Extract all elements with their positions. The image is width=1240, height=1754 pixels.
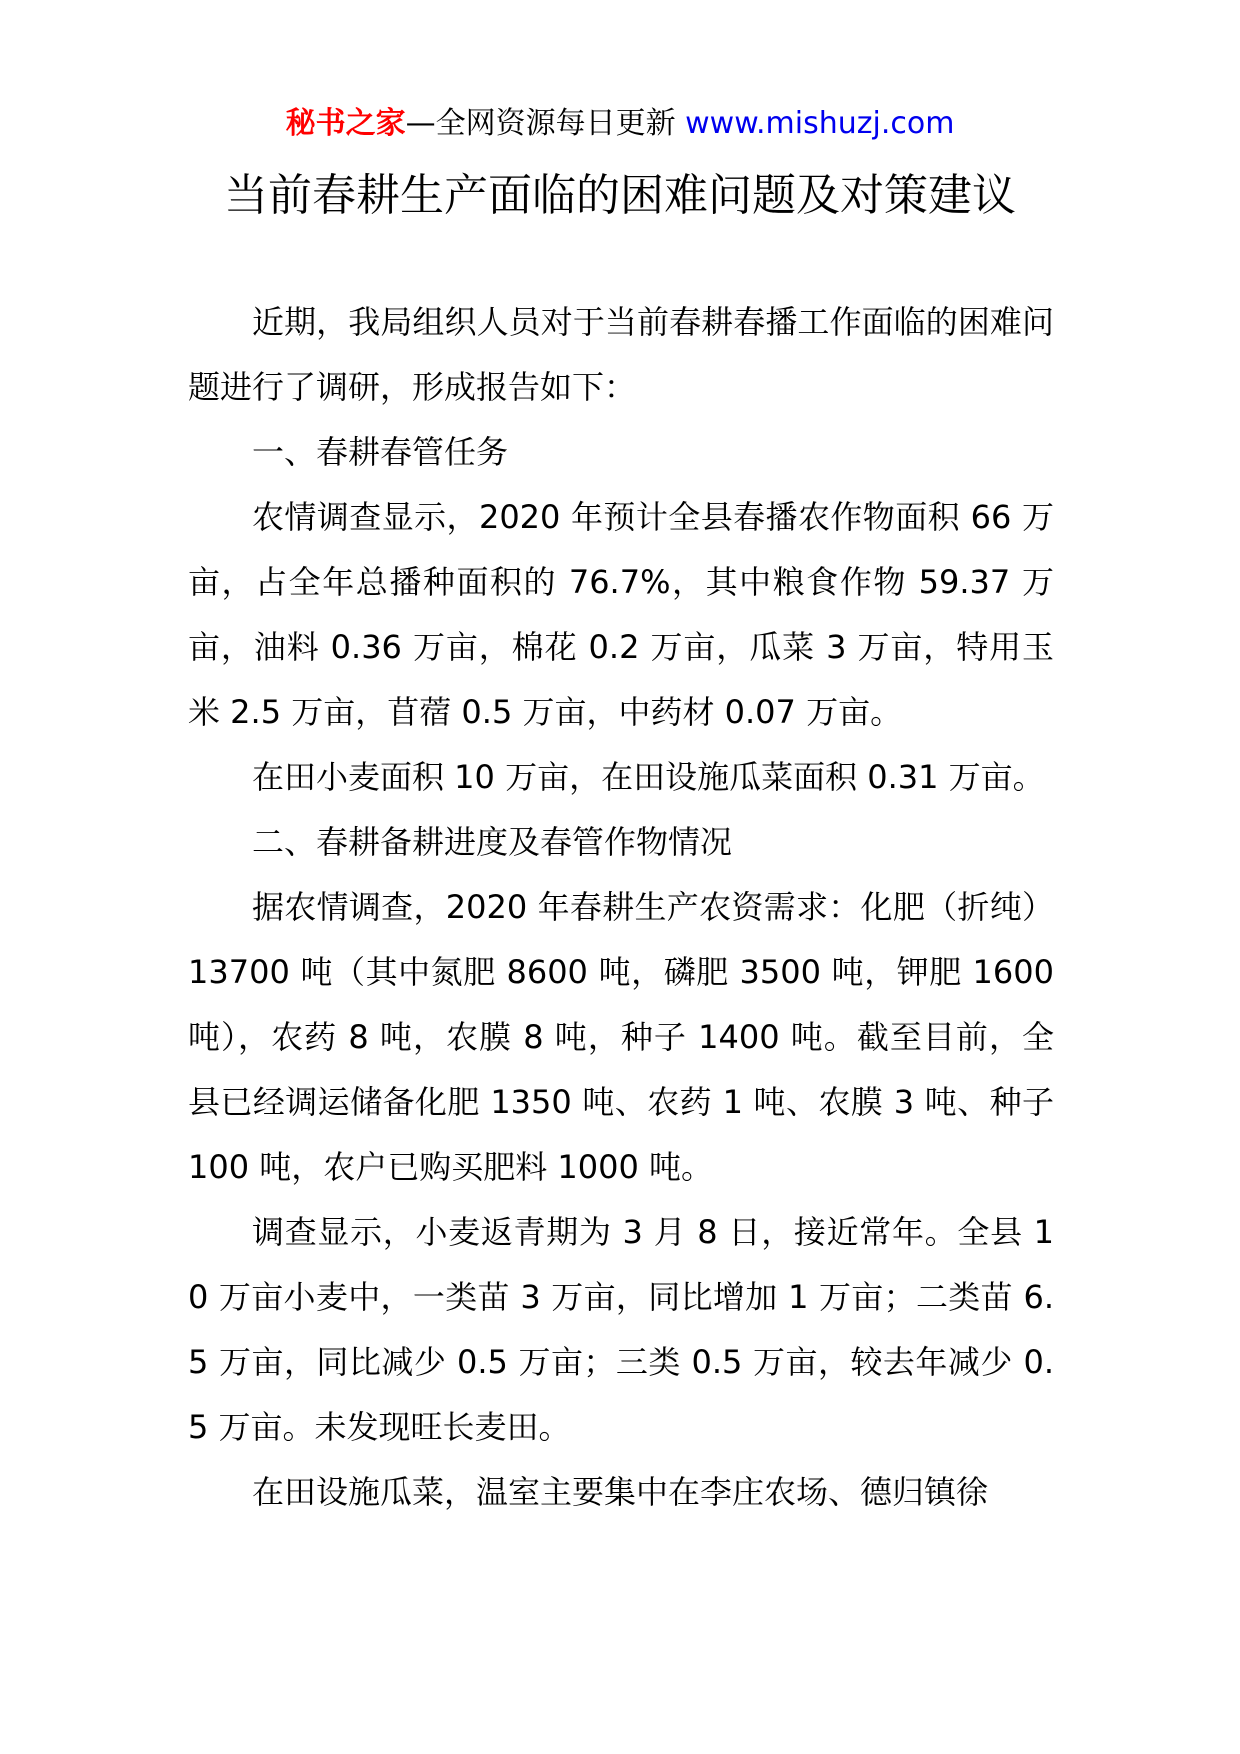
body-paragraph: 据农情调查，2020 年春耕生产农资需求：化肥（折纯）13700 吨（其中氮肥 8600 吨，磷肥 3500 吨，钾肥 1600 吨），农药 8 吨，农膜 8 吨，种子 1400 吨。截至目前，全县已经调运储备化肥 1350 吨、农药 1 吨、农膜 3 吨、种子 100 吨，农户已购买肥料 1000 吨。 [188, 888, 1054, 1186]
site-brand: 秘书之家 [285, 106, 406, 141]
document-title: 当前春耕生产面临的困难问题及对策建议 [224, 170, 1016, 221]
site-tagline: —全网资源每日更新 [405, 106, 686, 141]
site-header [0, 104, 1240, 144]
body-paragraph: 在田设施瓜菜，温室主要集中在李庄农场、德归镇徐 [252, 1473, 989, 1511]
body-paragraph: 农情调查显示，2020 年预计全县春播农作物面积 66 万亩，占全年总播种面积的 76.7%，其中粮食作物 59.37 万亩，油料 0.36 万亩，棉花 0.2 万亩，瓜菜 3 万亩，特用玉米 2.5 万亩，苜蓿 0.5 万亩，中药材 0.07 万亩。 [188, 498, 1054, 731]
intro-paragraph: 近期，我局组织人员对于当前春耕春播工作面临的困难问题进行了调研，形成报告如下： [188, 303, 1054, 406]
site-url-link[interactable]: www.mishuzj.com [685, 106, 955, 141]
section-heading-2: 二、春耕备耕进度及春管作物情况 [252, 823, 733, 861]
body-paragraph: 调查显示，小麦返青期为 3 月 8 日，接近常年。全县 10 万亩小麦中，一类苗 3 万亩，同比增加 1 万亩；二类苗 6.5 万亩，同比减少 0.5 万亩；三类 0.5 万亩，较去年减少 0.5 万亩。未发现旺长麦田。 [188, 1213, 1054, 1446]
document-body [188, 290, 1054, 1525]
body-paragraph: 在田小麦面积 10 万亩，在田设施瓜菜面积 0.31 万亩。 [252, 758, 1045, 796]
section-heading-1: 一、春耕春管任务 [252, 433, 509, 471]
